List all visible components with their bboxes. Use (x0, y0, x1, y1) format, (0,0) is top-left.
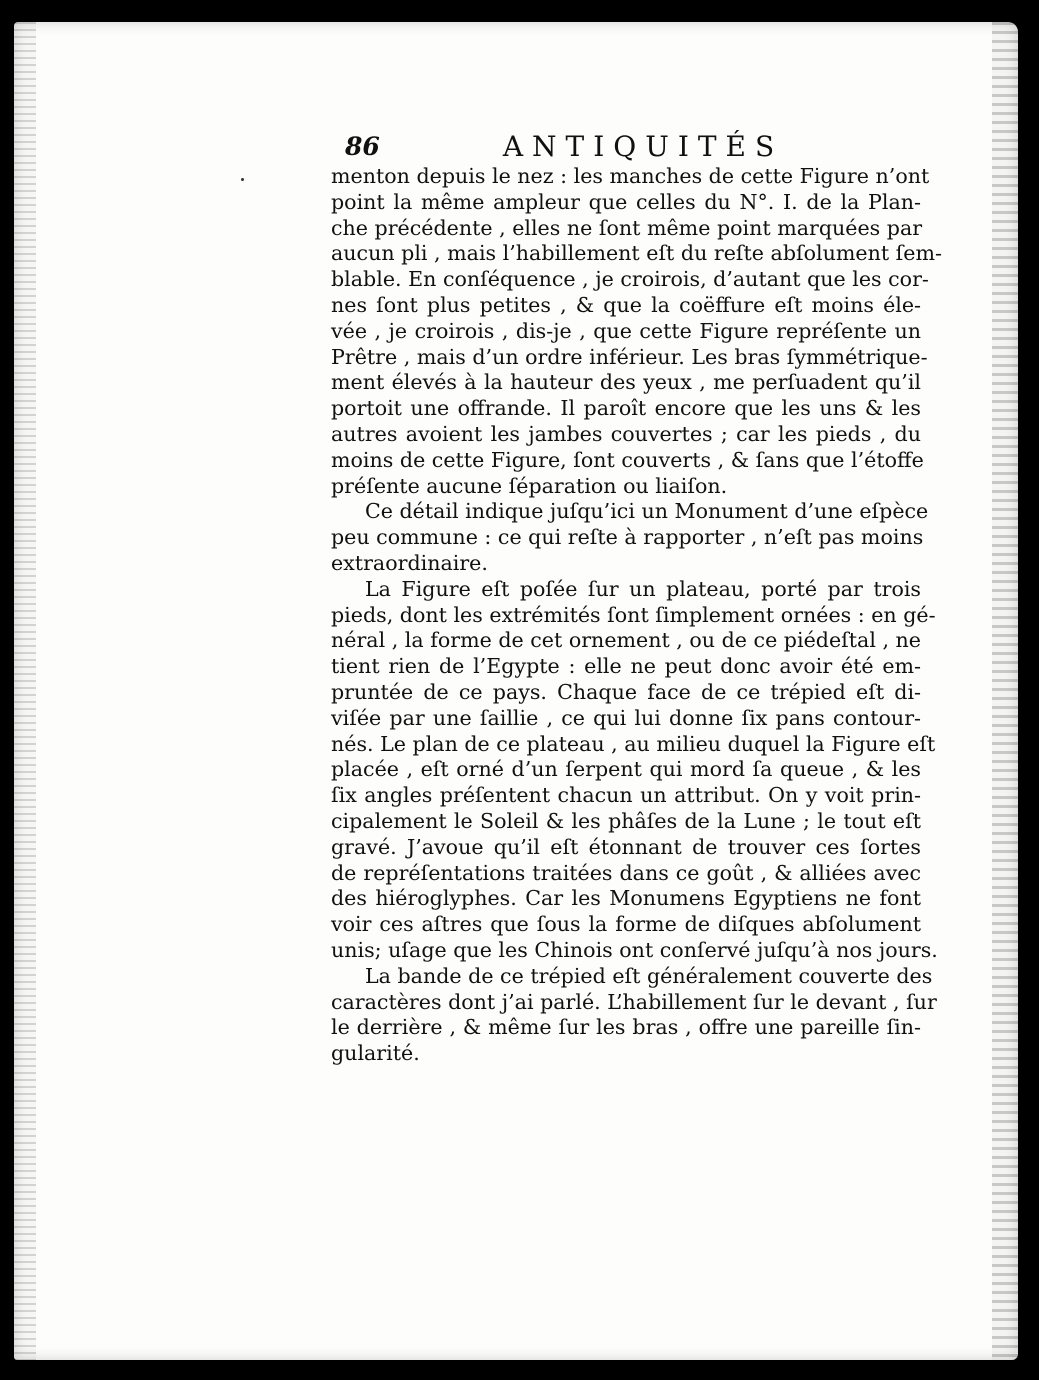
text-line: point la même ampleur que celles du N°. I. de la Plan- (331, 189, 921, 214)
text-line: che précédente , elles ne ſont même point marquées par (331, 215, 923, 240)
text-line: néral , la forme de cet ornement , ou de ce piédeſtal , ne (331, 628, 921, 653)
text-block (331, 128, 942, 1067)
text-line: cipalement le Soleil & les phâſes de la Lune ; le tout eſt (331, 808, 921, 833)
ink-speck (241, 178, 244, 181)
paragraph-1 (331, 164, 942, 499)
text-line: portoit une offrande. Il paroît encore que les uns & les (331, 396, 921, 421)
text-line: blable. En conſéquence , je croirois, d’autant que les cor- (331, 267, 929, 292)
text-line: menton depuis le nez : les manches de cette Figure n’ont (331, 164, 930, 188)
text-line: nes ſont plus petites , & que la coëffure eſt moins éle- (331, 292, 921, 317)
text-line: de repréſentations traitées dans ce goût , & alliées avec (331, 860, 921, 885)
text-line: peu commune : ce qui reſte à rapporter , n’eſt pas moins (331, 525, 924, 550)
text-line: ſix angles préſentent chacun un attribut. On y voit prin- (331, 783, 921, 808)
text-line: ment élevés à la hauteur des yeux , me perſuadent qu’il (331, 370, 921, 395)
left-edge-shadow (14, 22, 36, 1360)
text-line: viſée par une ſaillie , ce qui lui donne ſix pans contour- (331, 705, 921, 730)
text-line: gravé. J’avoue qu’il eſt étonnant de trouver ces ſortes (331, 834, 921, 859)
text-line: caractères dont j’ai parlé. L’habillement ſur le devant , ſur (331, 989, 937, 1014)
text-line: le derrière , & même ſur les bras , offre une pareille ſin- (331, 1015, 921, 1040)
text-line: pruntée de ce pays. Chaque face de ce trépied eſt di- (331, 679, 921, 704)
text-line: voir ces aſtres que ſous la forme de diſques abſolument (331, 912, 921, 937)
text-line: La Figure eſt poſée ſur un plateau, porté par trois (365, 576, 921, 601)
text-line: des hiéroglyphes. Car les Monumens Egyptiens ne font (331, 886, 921, 911)
running-title: ANTIQUITÉS (502, 130, 784, 163)
text-line: nés. Le plan de ce plateau , au milieu duquel la Figure eſt (331, 731, 936, 756)
text-line: Prêtre , mais d’un ordre inférieur. Les bras ſymmétrique- (331, 344, 928, 369)
text-line: aucun pli , mais l’habillement eſt du reſte abſolument ſem- (331, 241, 942, 266)
text-line: vée , je croirois , dis-je , que cette Figure repréſente un (331, 318, 921, 343)
text-line: moins de cette Figure, ſont couverts , & ſans que l’étoffe (331, 447, 924, 472)
text-line: placée , eſt orné d’un ſerpent qui mord ſa queue , & les (331, 757, 921, 782)
text-line: unis; uſage que les Chinois ont conſervé juſqu’à nos jours. (331, 937, 938, 962)
page-header (331, 128, 921, 164)
right-edge-shadow (992, 22, 1018, 1360)
text-line: tient rien de l’Egypte : elle ne peut donc avoir été em- (331, 654, 921, 679)
text-line: pieds, dont les extrémités ſont ſimplement ornées : en gé- (331, 602, 936, 627)
text-line: La bande de ce trépied eſt généralement couverte des (365, 963, 933, 988)
text-line: autres avoient les jambes couvertes ; car les pieds , du (331, 421, 921, 446)
text-line: préſente aucune ſéparation ou liaiſon. (331, 473, 728, 498)
text-line: extraordinaire. (331, 550, 488, 575)
paragraph-4 (331, 963, 937, 1067)
paragraph-2 (331, 499, 929, 576)
text-line: gularité. (331, 1041, 420, 1066)
paragraph-3 (331, 576, 938, 964)
text-line: Ce détail indique juſqu’ici un Monument d’une eſpèce (365, 499, 929, 524)
page-number: 86 (345, 132, 380, 161)
